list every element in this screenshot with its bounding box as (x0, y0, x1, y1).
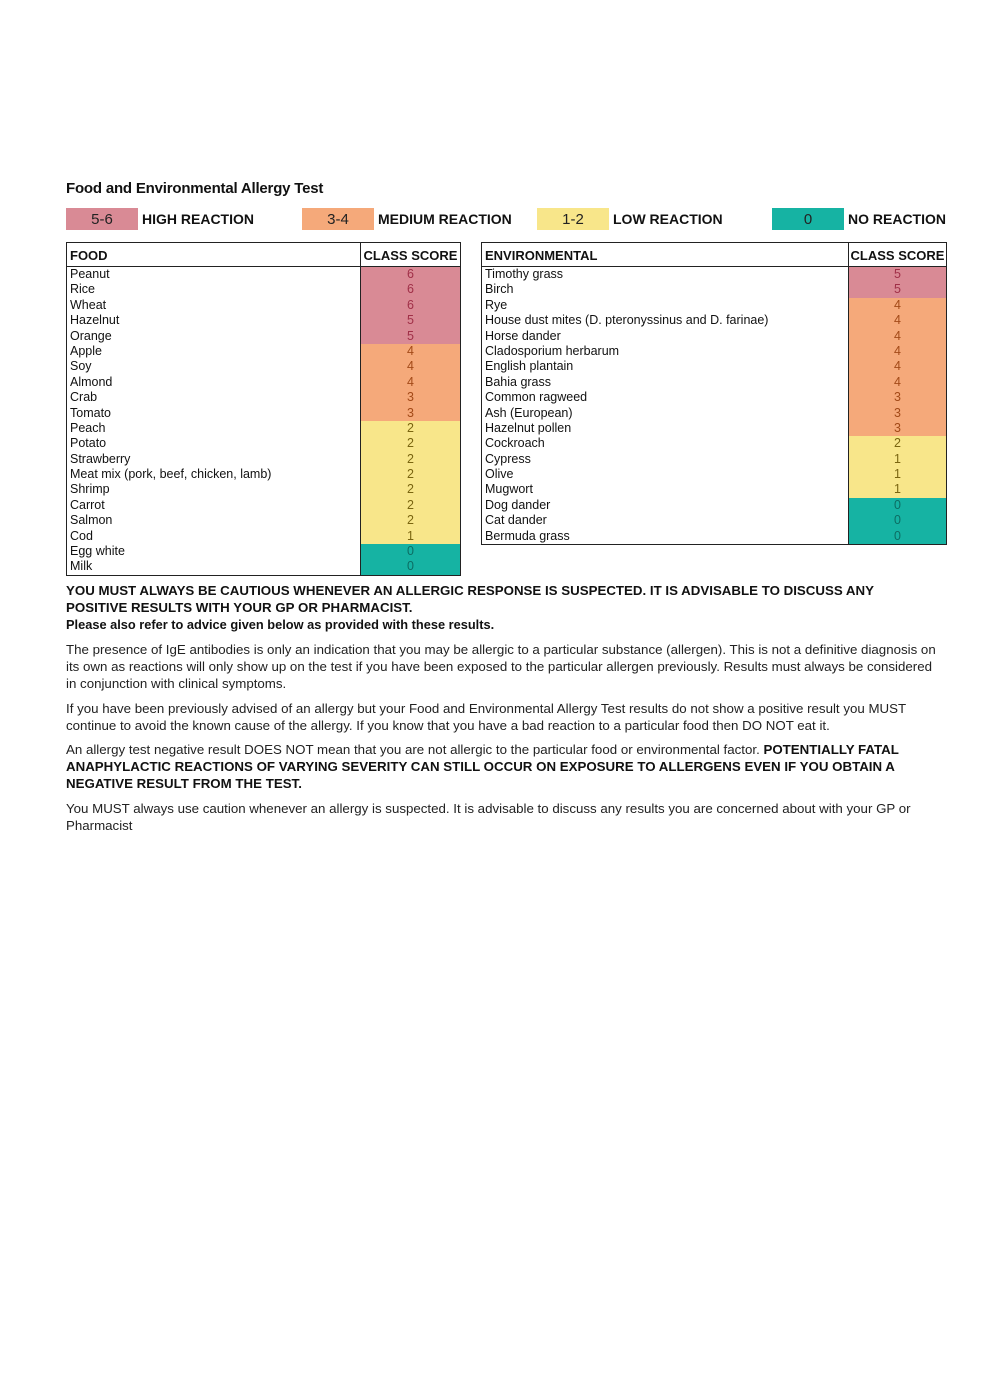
table-row (482, 452, 946, 467)
class-score: 2 (361, 436, 460, 451)
table-row (67, 467, 460, 482)
allergen-name: Peach (67, 421, 361, 436)
allergen-name: Birch (482, 282, 849, 297)
allergen-name: English plantain (482, 359, 849, 374)
table-row (482, 298, 946, 313)
table-row (67, 329, 460, 344)
environmental-column-header: ENVIRONMENTAL (482, 243, 849, 266)
table-row (67, 359, 460, 374)
class-score: 0 (849, 529, 946, 544)
class-score: 2 (361, 513, 460, 528)
table-row (482, 375, 946, 390)
page-title: Food and Environmental Allergy Test (66, 180, 324, 197)
class-score: 6 (361, 282, 460, 297)
environmental-table-header (482, 243, 946, 267)
class-score: 6 (361, 298, 460, 313)
allergen-name: Timothy grass (482, 267, 849, 282)
allergen-name: Common ragweed (482, 390, 849, 405)
legend-label-none: NO REACTION (848, 211, 946, 227)
table-row (67, 559, 460, 574)
allergen-name: Cladosporium herbarum (482, 344, 849, 359)
table-row (67, 282, 460, 297)
advice-notes (66, 583, 936, 842)
table-row (482, 267, 946, 282)
food-table-header (67, 243, 460, 267)
allergen-name: Almond (67, 375, 361, 390)
table-row (482, 313, 946, 328)
allergen-name: Egg white (67, 544, 361, 559)
class-score: 3 (849, 421, 946, 436)
table-row (482, 329, 946, 344)
table-row (482, 513, 946, 528)
table-row (482, 436, 946, 451)
legend-label-high: HIGH REACTION (142, 211, 254, 227)
table-row (67, 375, 460, 390)
table-row (482, 282, 946, 297)
legend-swatch-low: 1-2 (537, 208, 609, 230)
allergen-name: Cod (67, 529, 361, 544)
legend-label-low: LOW REACTION (613, 211, 723, 227)
allergen-name: Shrimp (67, 482, 361, 497)
allergen-name: Rice (67, 282, 361, 297)
class-score: 0 (361, 559, 460, 574)
table-row (67, 513, 460, 528)
class-score: 4 (361, 375, 460, 390)
class-score: 0 (849, 498, 946, 513)
allergen-name: Wheat (67, 298, 361, 313)
class-score: 2 (361, 498, 460, 513)
class-score: 2 (849, 436, 946, 451)
legend-swatch-high: 5-6 (66, 208, 138, 230)
allergen-name: Horse dander (482, 329, 849, 344)
table-row (482, 529, 946, 544)
class-score: 0 (849, 513, 946, 528)
allergen-name: Soy (67, 359, 361, 374)
table-row (67, 498, 460, 513)
class-score: 4 (849, 313, 946, 328)
allergen-name: Mugwort (482, 482, 849, 497)
class-score: 4 (361, 344, 460, 359)
allergen-name: Olive (482, 467, 849, 482)
allergen-name: Cypress (482, 452, 849, 467)
environmental-table (481, 242, 947, 545)
legend-item-medium (302, 207, 512, 231)
table-row (482, 406, 946, 421)
allergen-name: Carrot (67, 498, 361, 513)
class-score: 2 (361, 421, 460, 436)
negative-result-text: An allergy test negative result DOES NOT mean that you are not allergic to the particular food or environmental factor. (66, 742, 760, 758)
table-row (67, 436, 460, 451)
allergen-name: House dust mites (D. pteronyssinus and D. farinae) (482, 313, 849, 328)
allergen-name: Potato (67, 436, 361, 451)
table-row (67, 529, 460, 544)
class-score: 3 (361, 390, 460, 405)
allergen-name: Salmon (67, 513, 361, 528)
allergen-name: Cockroach (482, 436, 849, 451)
table-row (67, 313, 460, 328)
ige-paragraph: The presence of IgE antibodies is only an indication that you may be allergic to a particular substance (allergen). This is not a definitive diagnosis on its own as reactions will only show up on the test if you have been exposed to the particular allergen previously. Results must always be considered in conjunction with clinical symptoms. (66, 642, 936, 691)
class-score: 4 (849, 329, 946, 344)
allergen-name: Tomato (67, 406, 361, 421)
table-row (67, 390, 460, 405)
table-row (67, 267, 460, 282)
environmental-score-column-header: CLASS SCORE (850, 248, 945, 263)
class-score: 5 (849, 267, 946, 282)
legend-swatch-medium: 3-4 (302, 208, 374, 230)
legend-label-medium: MEDIUM REACTION (378, 211, 512, 227)
class-score: 4 (849, 298, 946, 313)
table-row (482, 344, 946, 359)
table-row (482, 467, 946, 482)
refer-advice-note: Please also refer to advice given below as provided with these results. (66, 616, 495, 632)
table-row (67, 452, 460, 467)
class-score: 1 (849, 452, 946, 467)
allergen-name: Rye (482, 298, 849, 313)
table-row (67, 482, 460, 497)
table-row (482, 359, 946, 374)
food-score-column-header: CLASS SCORE (363, 248, 458, 263)
food-table (66, 242, 461, 576)
allergen-name: Cat dander (482, 513, 849, 528)
reaction-legend (66, 207, 946, 231)
allergen-name: Crab (67, 390, 361, 405)
table-row (482, 390, 946, 405)
class-score: 0 (361, 544, 460, 559)
food-column-header: FOOD (67, 243, 361, 266)
class-score: 5 (849, 282, 946, 297)
allergen-name: Dog dander (482, 498, 849, 513)
class-score: 1 (849, 467, 946, 482)
class-score: 4 (361, 359, 460, 374)
allergen-name: Milk (67, 559, 361, 574)
environmental-table-body (482, 267, 946, 544)
legend-item-high (66, 207, 254, 231)
avoid-allergen-paragraph: If you have been previously advised of an allergy but your Food and Environmental Allergy Test results do not show a positive result you MUST continue to avoid the known cause of the allergy. If you know that you have a bad reaction to a particular food then DO NOT eat it. (66, 700, 906, 733)
class-score: 6 (361, 267, 460, 282)
class-score: 2 (361, 452, 460, 467)
table-row (482, 498, 946, 513)
legend-item-none (772, 207, 946, 231)
table-row (67, 406, 460, 421)
class-score: 2 (361, 482, 460, 497)
allergen-name: Peanut (67, 267, 361, 282)
table-row (482, 421, 946, 436)
allergen-name: Meat mix (pork, beef, chicken, lamb) (67, 467, 361, 482)
negative-result-paragraph (66, 742, 936, 792)
allergen-name: Hazelnut pollen (482, 421, 849, 436)
allergen-name: Orange (67, 329, 361, 344)
class-score: 3 (849, 390, 946, 405)
legend-item-low (537, 207, 723, 231)
table-row (67, 298, 460, 313)
class-score: 3 (361, 406, 460, 421)
legend-swatch-none: 0 (772, 208, 844, 230)
table-row (67, 421, 460, 436)
class-score: 1 (361, 529, 460, 544)
allergen-name: Strawberry (67, 452, 361, 467)
allergen-name: Hazelnut (67, 313, 361, 328)
class-score: 2 (361, 467, 460, 482)
class-score: 4 (849, 375, 946, 390)
class-score: 5 (361, 313, 460, 328)
caution-warning: YOU MUST ALWAYS BE CAUTIOUS WHENEVER AN ALLERGIC RESPONSE IS SUSPECTED. IT IS ADVISABLE TO DISCUSS ANY POSITIVE RESULTS WITH YOUR GP OR PHARMACIST. (66, 583, 874, 615)
allergen-name: Bermuda grass (482, 529, 849, 544)
caution-paragraph: You MUST always use caution whenever an allergy is suspected. It is advisable to discuss any results you are concerned about with your GP or Pharmacist (66, 800, 911, 833)
class-score: 5 (361, 329, 460, 344)
allergen-name: Bahia grass (482, 375, 849, 390)
table-row (67, 544, 460, 559)
allergen-name: Ash (European) (482, 406, 849, 421)
table-row (482, 482, 946, 497)
class-score: 4 (849, 344, 946, 359)
table-row (67, 344, 460, 359)
allergen-name: Apple (67, 344, 361, 359)
food-table-body (67, 267, 460, 575)
class-score: 1 (849, 482, 946, 497)
anaphylaxis-warning: POTENTIALLY FATAL ANAPHYLACTIC REACTIONS OF VARYING SEVERITY CAN STILL OCCUR ON EXPOSURE TO ALLERGENS EVEN IF YOU OBTAIN A NEGATIVE RESULT FROM THE TEST. (66, 742, 899, 791)
class-score: 4 (849, 359, 946, 374)
class-score: 3 (849, 406, 946, 421)
